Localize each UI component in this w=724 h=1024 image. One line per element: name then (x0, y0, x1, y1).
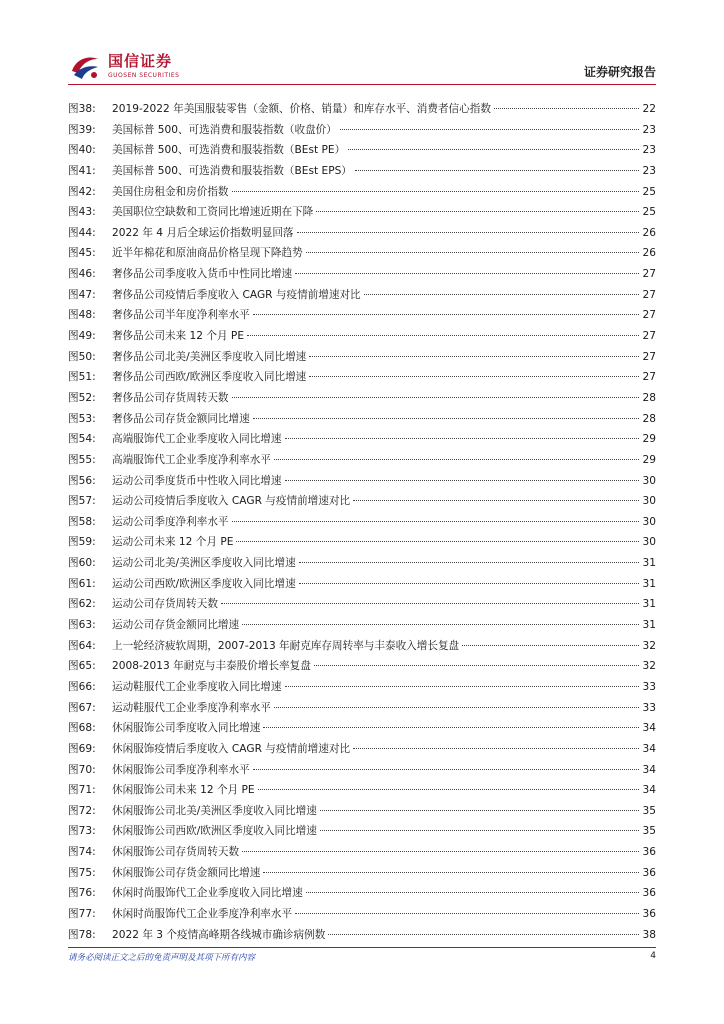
figure-title: 高端服饰代工企业季度净利率水平 (112, 453, 271, 466)
figure-page-number: 29 (642, 433, 656, 446)
figure-title: 休闲服饰公司北美/美洲区季度收入同比增速 (112, 804, 317, 817)
page-header (0, 0, 724, 90)
dot-leader (355, 170, 639, 171)
dot-leader (364, 294, 639, 295)
figure-title: 奢侈品公司未来 12 个月 PE (112, 330, 245, 343)
toc-entry[interactable] (68, 452, 656, 473)
dot-leader (258, 789, 639, 790)
figure-number: 图66: (68, 680, 96, 693)
figure-title: 奢侈品公司季度收入货币中性同比增速 (112, 268, 293, 281)
figure-number: 图60: (68, 557, 96, 570)
toc-entry[interactable] (68, 720, 656, 741)
figure-title: 休闲时尚服饰代工企业季度收入同比增速 (112, 887, 303, 900)
figure-title: 运动公司存货金额同比增速 (112, 619, 240, 632)
figure-table-of-contents (68, 101, 656, 947)
dot-leader (494, 108, 639, 109)
figure-page-number: 22 (642, 103, 656, 115)
figure-page-number: 33 (642, 701, 656, 714)
figure-page-number: 34 (642, 784, 656, 797)
toc-entry[interactable] (68, 555, 656, 576)
figure-number: 图65: (68, 660, 96, 673)
figure-page-number: 25 (642, 206, 656, 219)
toc-entry[interactable] (68, 762, 656, 783)
figure-number: 图76: (68, 887, 96, 900)
figure-page-number: 36 (642, 887, 656, 900)
dot-leader (353, 748, 639, 749)
figure-number: 图47: (68, 288, 96, 301)
figure-title: 休闲服饰疫情后季度收入 CAGR 与疫情前增速对比 (112, 742, 351, 755)
figure-page-number: 30 (642, 536, 656, 549)
figure-title: 运动公司西欧/欧洲区季度收入同比增速 (112, 577, 296, 590)
figure-title: 休闲服饰公司未来 12 个月 PE (112, 784, 255, 797)
figure-number: 图54: (68, 433, 96, 446)
figure-page-number: 29 (642, 453, 656, 466)
figure-title: 美国标普 500、可选消费和服装指数（BEst EPS） (112, 164, 352, 177)
figure-title: 运动公司存货周转天数 (112, 598, 218, 611)
figure-title: 运动鞋服代工企业季度净利率水平 (112, 701, 271, 714)
dot-leader (285, 480, 640, 481)
figure-number: 图69: (68, 742, 96, 755)
guosen-logo (68, 48, 208, 84)
toc-entry[interactable] (68, 184, 656, 205)
figure-number: 图52: (68, 391, 96, 404)
figure-page-number: 30 (642, 474, 656, 487)
toc-entry[interactable] (68, 638, 656, 659)
toc-entry[interactable] (68, 576, 656, 597)
figure-page-number: 23 (642, 164, 656, 177)
toc-entry[interactable] (68, 865, 656, 886)
toc-entry[interactable] (68, 369, 656, 390)
toc-entry[interactable] (68, 101, 656, 122)
toc-entry[interactable] (68, 225, 656, 246)
figure-title: 运动公司季度货币中性收入同比增速 (112, 474, 282, 487)
figure-title: 美国住房租金和房价指数 (112, 185, 229, 198)
dot-leader (353, 500, 639, 501)
figure-number: 图46: (68, 268, 96, 281)
dot-leader (242, 851, 639, 852)
toc-entry[interactable] (68, 906, 656, 927)
toc-entry[interactable] (68, 245, 656, 266)
toc-entry[interactable] (68, 493, 656, 514)
footer-disclaimer: 请务必阅读正文之后的免责声明及其项下所有内容 (68, 953, 256, 963)
dot-leader (316, 211, 639, 212)
dot-leader (348, 149, 639, 150)
toc-entry[interactable] (68, 658, 656, 679)
figure-page-number: 34 (642, 742, 656, 755)
figure-title: 奢侈品公司存货周转天数 (112, 391, 229, 404)
figure-page-number: 36 (642, 846, 656, 859)
figure-number: 图78: (68, 928, 96, 941)
figure-number: 图42: (68, 185, 96, 198)
dot-leader (263, 727, 639, 728)
dot-leader (236, 541, 639, 542)
figure-title: 休闲服饰公司西欧/欧洲区季度收入同比增速 (112, 825, 317, 838)
figure-page-number: 27 (642, 268, 656, 281)
toc-entry[interactable] (68, 844, 656, 865)
toc-entry[interactable] (68, 390, 656, 411)
figure-number: 图61: (68, 577, 96, 590)
logo-chinese-name: 国信证券 (108, 51, 173, 70)
toc-entry[interactable] (68, 617, 656, 638)
figure-title: 休闲时尚服饰代工企业季度净利率水平 (112, 907, 293, 920)
figure-number: 图59: (68, 536, 96, 549)
toc-entry[interactable] (68, 163, 656, 184)
figure-number: 图58: (68, 515, 96, 528)
dot-leader (299, 562, 639, 563)
figure-page-number: 32 (642, 639, 656, 652)
footer-divider (68, 947, 656, 948)
toc-entry[interactable] (68, 328, 656, 349)
figure-number: 图74: (68, 846, 96, 859)
toc-entry[interactable] (68, 142, 656, 163)
dot-leader (320, 830, 639, 831)
dot-leader (253, 314, 639, 315)
figure-number: 图72: (68, 804, 96, 817)
figure-page-number: 31 (642, 557, 656, 570)
figure-number: 图68: (68, 722, 96, 735)
dot-leader (340, 129, 639, 130)
toc-entry[interactable] (68, 307, 656, 328)
figure-number: 图63: (68, 619, 96, 632)
figure-number: 图39: (68, 123, 96, 136)
toc-entry[interactable] (68, 741, 656, 762)
header-divider (68, 84, 656, 85)
figure-page-number: 30 (642, 495, 656, 508)
figure-number: 图51: (68, 371, 96, 384)
figure-title: 运动公司疫情后季度收入 CAGR 与疫情前增速对比 (112, 495, 351, 508)
figure-number: 图64: (68, 639, 96, 652)
figure-title: 2008-2013 年耐克与丰泰股价增长率复盘 (112, 660, 311, 673)
figure-page-number: 27 (642, 371, 656, 384)
figure-title: 运动公司北美/美洲区季度收入同比增速 (112, 557, 296, 570)
figure-page-number: 26 (642, 247, 656, 260)
dot-leader (263, 872, 639, 873)
toc-entry[interactable] (68, 473, 656, 494)
toc-entry[interactable] (68, 700, 656, 721)
figure-page-number: 31 (642, 577, 656, 590)
toc-entry[interactable] (68, 679, 656, 700)
figure-page-number: 35 (642, 804, 656, 817)
toc-entry[interactable] (68, 349, 656, 370)
dot-leader (253, 418, 639, 419)
toc-entry[interactable] (68, 596, 656, 617)
figure-title: 2022 年 3 个疫情高峰期各线城市确诊病例数 (112, 928, 326, 941)
toc-entry[interactable] (68, 266, 656, 287)
figure-title: 休闲服饰公司存货周转天数 (112, 846, 240, 859)
figure-page-number: 27 (642, 330, 656, 343)
figure-title: 美国标普 500、可选消费和服装指数（BEst PE） (112, 144, 346, 157)
figure-title: 奢侈品公司存货金额同比增速 (112, 412, 250, 425)
page-number: 4 (650, 951, 656, 961)
toc-entry[interactable] (68, 803, 656, 824)
dot-leader (221, 603, 639, 604)
figure-page-number: 27 (642, 350, 656, 363)
figure-number: 图73: (68, 825, 96, 838)
figure-number: 图56: (68, 474, 96, 487)
toc-entry[interactable] (68, 287, 656, 308)
figure-title: 近半年棉花和原油商品价格呈现下降趋势 (112, 247, 303, 260)
figure-number: 图44: (68, 226, 96, 239)
figure-page-number: 27 (642, 309, 656, 322)
figure-number: 图38: (68, 103, 96, 115)
figure-number: 图77: (68, 907, 96, 920)
figure-page-number: 35 (642, 825, 656, 838)
figure-number: 图40: (68, 144, 96, 157)
figure-number: 图43: (68, 206, 96, 219)
figure-number: 图41: (68, 164, 96, 177)
figure-title: 休闲服饰公司存货金额同比增速 (112, 866, 261, 879)
figure-number: 图55: (68, 453, 96, 466)
dot-leader (299, 583, 639, 584)
figure-title: 高端服饰代工企业季度收入同比增速 (112, 433, 282, 446)
figure-number: 图71: (68, 784, 96, 797)
figure-number: 图48: (68, 309, 96, 322)
figure-title: 运动公司未来 12 个月 PE (112, 536, 234, 549)
toc-entry[interactable] (68, 823, 656, 844)
figure-title: 运动公司季度净利率水平 (112, 515, 229, 528)
figure-page-number: 28 (642, 391, 656, 404)
toc-entry[interactable] (68, 534, 656, 555)
logo-english-name: GUOSEN SECURITIES (108, 71, 180, 79)
guosen-logo-icon (68, 49, 102, 83)
figure-number: 图62: (68, 598, 96, 611)
dot-leader (309, 356, 639, 357)
dot-leader (247, 335, 639, 336)
dot-leader (274, 707, 639, 708)
report-type-label: 证券研究报告 (583, 65, 656, 79)
figure-number: 图45: (68, 247, 96, 260)
figure-title: 奢侈品公司半年度净利率水平 (112, 309, 250, 322)
figure-number: 图50: (68, 350, 96, 363)
figure-number: 图53: (68, 412, 96, 425)
figure-number: 图67: (68, 701, 96, 714)
figure-title: 奢侈品公司疫情后季度收入 CAGR 与疫情前增速对比 (112, 288, 361, 301)
figure-page-number: 36 (642, 866, 656, 879)
figure-title: 美国标普 500、可选消费和服装指数（收盘价） (112, 123, 337, 136)
dot-leader (320, 810, 639, 811)
toc-entry[interactable] (68, 431, 656, 452)
figure-title: 美国职位空缺数和工资同比增速近期在下降 (112, 206, 314, 219)
figure-page-number: 25 (642, 185, 656, 198)
dot-leader (314, 665, 639, 666)
toc-entry[interactable] (68, 782, 656, 803)
figure-page-number: 30 (642, 515, 656, 528)
figure-title: 休闲服饰公司季度收入同比增速 (112, 722, 261, 735)
figure-page-number: 32 (642, 660, 656, 673)
figure-title: 休闲服饰公司季度净利率水平 (112, 763, 250, 776)
toc-entry[interactable] (68, 885, 656, 906)
figure-number: 图57: (68, 495, 96, 508)
dot-leader (253, 769, 639, 770)
figure-title: 奢侈品公司北美/美洲区季度收入同比增速 (112, 350, 307, 363)
dot-leader (295, 273, 639, 274)
figure-page-number: 33 (642, 680, 656, 693)
figure-page-number: 26 (642, 226, 656, 239)
dot-leader (328, 934, 639, 935)
figure-page-number: 23 (642, 144, 656, 157)
figure-title: 运动鞋服代工企业季度收入同比增速 (112, 680, 282, 693)
dot-leader (295, 913, 639, 914)
figure-number: 图70: (68, 763, 96, 776)
dot-leader (285, 438, 640, 439)
dot-leader (232, 191, 639, 192)
dot-leader (274, 459, 639, 460)
dot-leader (306, 892, 639, 893)
dot-leader (462, 645, 639, 646)
figure-page-number: 23 (642, 123, 656, 136)
figure-page-number: 36 (642, 907, 656, 920)
toc-entry[interactable] (68, 411, 656, 432)
dot-leader (297, 232, 639, 233)
figure-title: 2022 年 4 月后全球运价指数明显回落 (112, 226, 294, 239)
figure-title: 奢侈品公司西欧/欧洲区季度收入同比增速 (112, 371, 307, 384)
figure-number: 图49: (68, 330, 96, 343)
figure-page-number: 38 (642, 928, 656, 941)
figure-page-number: 27 (642, 288, 656, 301)
toc-entry[interactable] (68, 927, 656, 948)
figure-page-number: 28 (642, 412, 656, 425)
dot-leader (232, 397, 639, 398)
figure-title: 2019-2022 年美国服装零售（金额、价格、销量）和库存水平、消费者信心指数 (112, 103, 491, 115)
dot-leader (232, 521, 639, 522)
dot-leader (242, 624, 639, 625)
figure-page-number: 31 (642, 598, 656, 611)
figure-page-number: 34 (642, 722, 656, 735)
toc-entry[interactable] (68, 204, 656, 225)
dot-leader (309, 376, 639, 377)
figure-page-number: 31 (642, 619, 656, 632)
figure-page-number: 34 (642, 763, 656, 776)
figure-number: 图75: (68, 866, 96, 879)
dot-leader (285, 686, 640, 687)
toc-entry[interactable] (68, 122, 656, 143)
dot-leader (306, 252, 639, 253)
toc-entry[interactable] (68, 514, 656, 535)
figure-title: 上一轮经济疲软周期，2007-2013 年耐克库存周转率与丰泰收入增长复盘 (112, 639, 460, 652)
